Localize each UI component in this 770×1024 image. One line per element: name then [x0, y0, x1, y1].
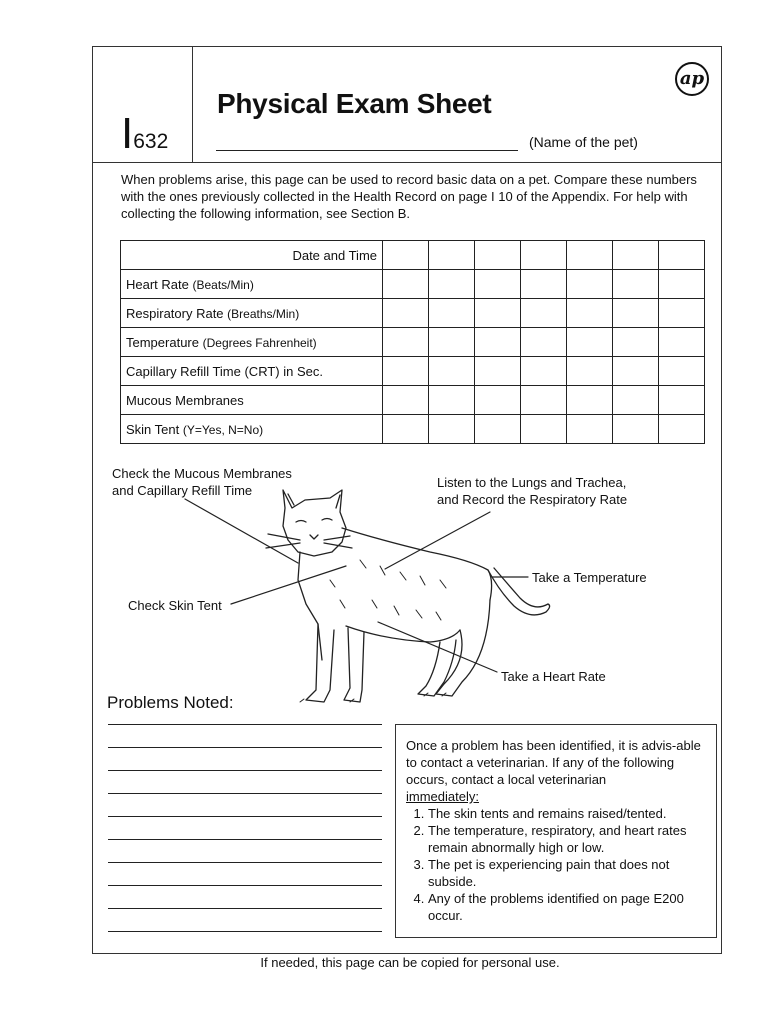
- callout-lungs-line2: and Record the Respiratory Rate: [437, 492, 628, 507]
- vitals-label-unit: (Breaths/Min): [227, 306, 300, 321]
- ap-logo: ap: [675, 62, 709, 96]
- vitals-label-unit: (Beats/Min): [192, 277, 254, 292]
- callout-temperature: Take a Temperature: [532, 570, 647, 585]
- vitals-label-text: Mucous Membranes: [126, 392, 244, 408]
- problem-line[interactable]: [108, 816, 382, 817]
- callout-lungs: [437, 474, 627, 508]
- advice-item: 4. Any of the problems identified on page E200 occur.: [428, 890, 706, 924]
- page-title: Physical Exam Sheet: [217, 88, 492, 119]
- vitals-label-unit: (Y=Yes, N=No): [182, 422, 264, 437]
- veterinarian-advice-box: [395, 724, 717, 938]
- problems-noted-title: Problems Noted:: [107, 693, 234, 712]
- advice-item: 2. The temperature, respiratory, and heart rates remain abnormally high or low.: [428, 822, 706, 856]
- vitals-label-text: Skin Tent: [126, 421, 180, 437]
- callout-leader-lines: [185, 499, 528, 672]
- callout-mucous-line2: and Capillary Refill Time: [112, 483, 253, 498]
- advice-item: 3. The pet is experiencing pain that does not subside.: [428, 856, 706, 890]
- problem-line[interactable]: [108, 862, 382, 863]
- vitals-label-unit: (Degrees Fahrenheit): [202, 335, 317, 350]
- problem-line[interactable]: [108, 747, 382, 748]
- callout-lungs-line1: Listen to the Lungs and Trachea,: [437, 475, 627, 490]
- vitals-label-text: Capillary Refill Time (CRT) in Sec.: [126, 363, 323, 379]
- callout-mucous-membranes: [112, 465, 292, 499]
- problem-line[interactable]: [108, 793, 382, 794]
- callout-skin-tent: Check Skin Tent: [128, 598, 222, 613]
- problem-line[interactable]: [108, 931, 382, 932]
- vitals-label-text: Temperature: [126, 334, 199, 350]
- problem-line[interactable]: [108, 908, 382, 909]
- problem-line[interactable]: [108, 724, 382, 725]
- problem-line[interactable]: [108, 770, 382, 771]
- advice-item: 1. The skin tents and remains raised/tented.: [428, 805, 706, 822]
- footer-note: If needed, this page can be copied for personal use.: [260, 955, 560, 970]
- problem-line[interactable]: [108, 839, 382, 840]
- pet-name-label: (Name of the pet): [529, 134, 638, 150]
- date-time-header: Date and Time: [121, 241, 383, 270]
- callout-heart-rate: Take a Heart Rate: [501, 669, 606, 684]
- page-number: 632: [133, 130, 169, 153]
- advice-list: [406, 805, 706, 924]
- advice-intro: Once a problem has been identified, it is advis-able to contact a veterinarian. If any of the following occurs, contact a local veterinarian: [406, 738, 701, 787]
- problem-line[interactable]: [108, 885, 382, 886]
- intro-text: When problems arise, this page can be used to record basic data on a pet. Compare these numbers with the ones previously collected in the Health Record on page I 10 of the Appendix. For help with collecting the following information, see Section B.: [121, 172, 697, 221]
- callout-mucous-line1: Check the Mucous Membranes: [112, 466, 292, 481]
- vitals-label-text: Heart Rate: [126, 276, 189, 292]
- advice-emphasis: immediately:: [406, 789, 479, 804]
- vitals-label-text: Respiratory Rate: [126, 305, 224, 321]
- page-letter: I: [121, 109, 134, 158]
